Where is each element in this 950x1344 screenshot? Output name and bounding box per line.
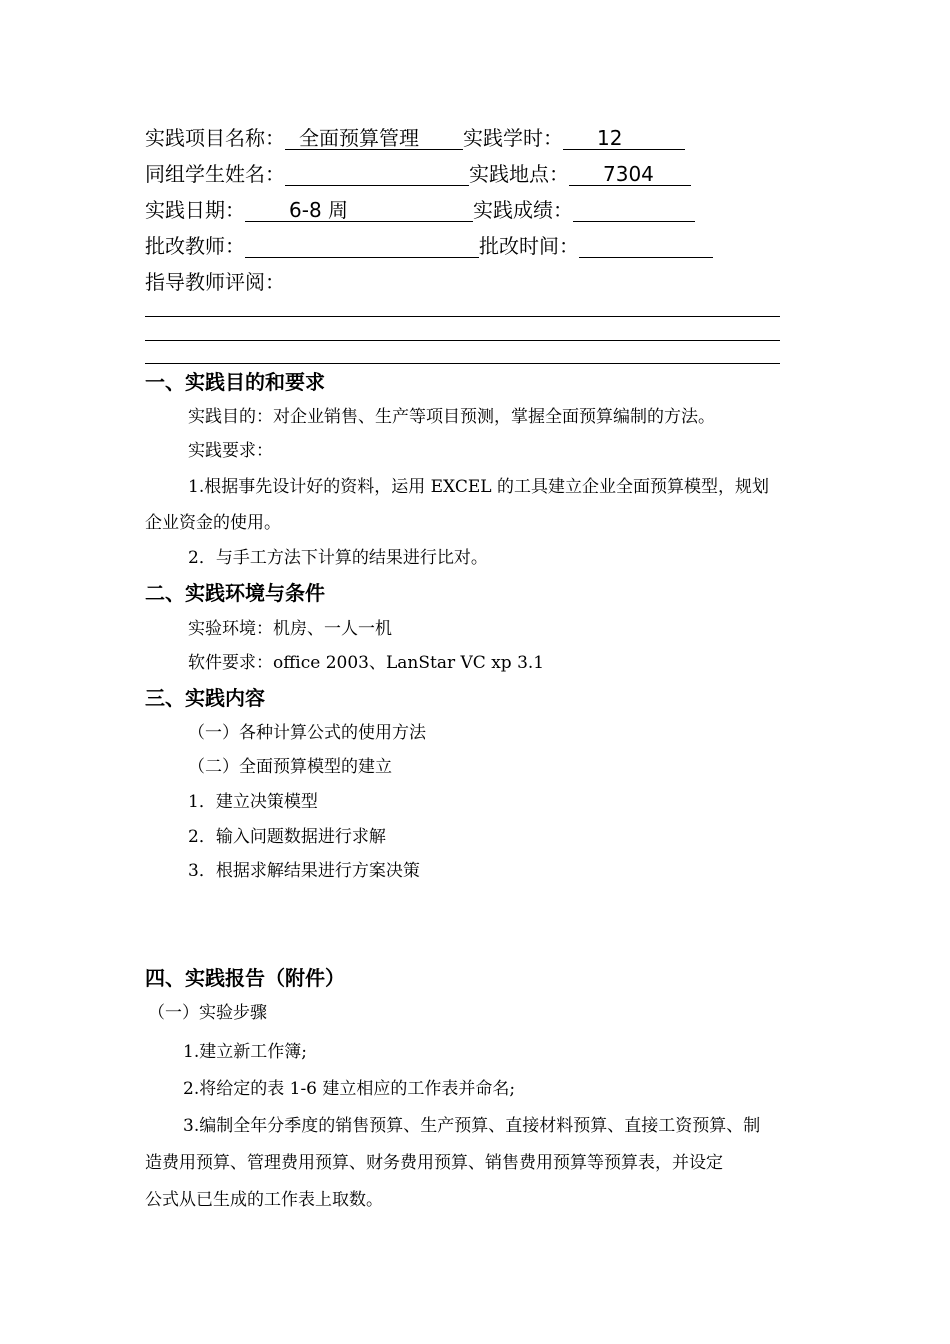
comment-line-2 (145, 340, 780, 341)
section-4-subheading: （一）实验步骤 (148, 1003, 267, 1023)
form-row-group (145, 162, 691, 186)
section-2-environment: 实验环境：机房、一人一机 (188, 619, 392, 639)
hours-label: 实践学时： (463, 126, 563, 150)
hours-field (563, 126, 685, 150)
location-value: 7304 (603, 162, 654, 186)
review-time-field (579, 234, 713, 258)
section-4-step-3b: 造费用预算、管理费用预算、财务费用预算、销售费用预算等预算表，并设定 (145, 1153, 723, 1173)
comment-line-3 (145, 363, 780, 364)
review-time-label: 批改时间： (479, 234, 579, 258)
comment-line-1 (145, 316, 780, 317)
section-1-req-2: 2．与手工方法下计算的结果进行比对。 (188, 548, 488, 568)
project-name-value: 全面预算管理 (299, 126, 419, 150)
comment-label: 指导教师评阅： (145, 270, 285, 294)
section-3-item-2: （二）全面预算模型的建立 (188, 757, 392, 777)
section-1-heading: 一、实践目的和要求 (145, 370, 325, 394)
section-3-step-2: 2．输入问题数据进行求解 (188, 827, 386, 847)
hours-value: 12 (597, 126, 623, 150)
section-1-purpose: 实践目的：对企业销售、生产等项目预测，掌握全面预算编制的方法。 (188, 407, 715, 427)
section-3-step-1: 1．建立决策模型 (188, 792, 318, 812)
section-1-req-1a: 1.根据事先设计好的资料，运用 EXCEL 的工具建立企业全面预算模型，规划 (188, 477, 769, 497)
section-2-heading: 二、实践环境与条件 (145, 581, 325, 605)
teacher-field (245, 234, 479, 258)
group-label: 同组学生姓名： (145, 162, 285, 186)
section-4-step-3c: 公式从已生成的工作表上取数。 (145, 1190, 383, 1210)
project-label: 实践项目名称： (145, 126, 285, 150)
section-3-step-3: 3．根据求解结果进行方案决策 (188, 861, 420, 881)
location-label: 实践地点： (469, 162, 569, 186)
section-1-req-1b: 企业资金的使用。 (145, 513, 281, 533)
section-2-software: 软件要求：office 2003、LanStar VC xp 3.1 (188, 653, 545, 673)
project-name-field (285, 126, 463, 150)
section-3-heading: 三、实践内容 (145, 686, 265, 710)
date-field (245, 198, 473, 222)
section-3-item-1: （一）各种计算公式的使用方法 (188, 723, 426, 743)
section-4-step-3a: 3.编制全年分季度的销售预算、生产预算、直接材料预算、直接工资预算、制 (183, 1116, 761, 1136)
section-4-step-1: 1.建立新工作簿; (183, 1042, 307, 1062)
form-row-date (145, 198, 695, 222)
date-value: 6-8 周 (289, 198, 349, 222)
form-row-teacher (145, 234, 713, 258)
section-1-requirements-label: 实践要求： (188, 441, 273, 461)
location-field (569, 162, 691, 186)
date-label: 实践日期： (145, 198, 245, 222)
score-label: 实践成绩： (473, 198, 573, 222)
section-4-step-2: 2.将给定的表 1-6 建立相应的工作表并命名; (183, 1079, 516, 1099)
group-names-field (285, 162, 469, 186)
section-4-heading: 四、实践报告（附件） (145, 966, 345, 990)
teacher-label: 批改教师： (145, 234, 245, 258)
score-field (573, 198, 695, 222)
form-row-project (145, 126, 685, 150)
